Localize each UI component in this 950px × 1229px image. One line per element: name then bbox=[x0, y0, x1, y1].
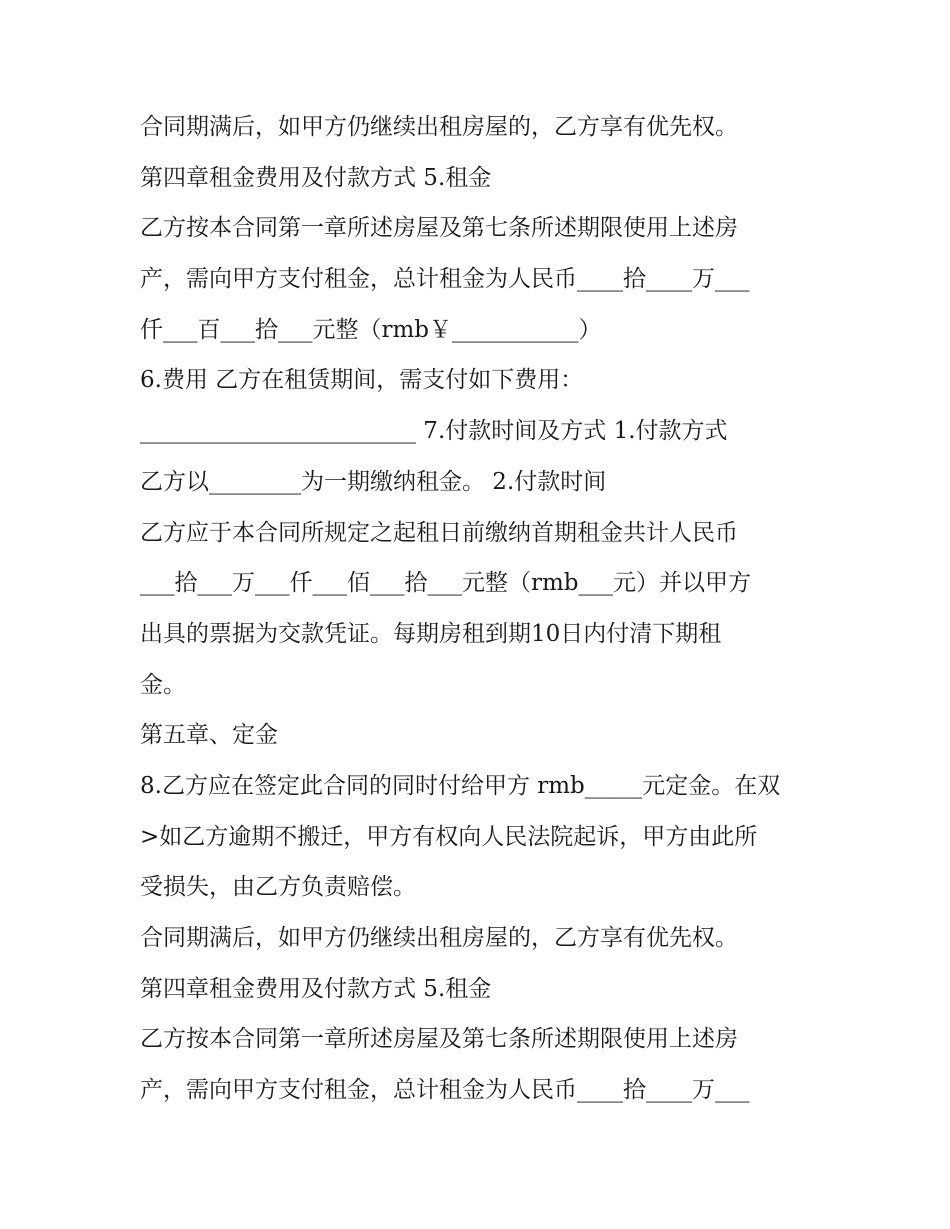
chapter-heading: 第四章租金费用及付款方式 5.租金 bbox=[140, 164, 492, 191]
paragraph-line: 8.乙方应在签定此合同的同时付给甲方 rmb_____元定金。在双 bbox=[140, 772, 781, 799]
paragraph-line: 产，需向甲方支付租金，总计租金为人民币____拾____万___ bbox=[140, 1077, 750, 1104]
paragraph-line: 仟___百___拾___元整（rmb￥___________） bbox=[140, 316, 602, 343]
paragraph-line: 受损失，由乙方负责赔偿。 bbox=[140, 874, 416, 901]
paragraph-line: 乙方应于本合同所规定之起租日前缴纳首期租金共计人民币 bbox=[140, 519, 738, 546]
paragraph-line: 乙方以________为一期缴纳租金。 2.付款时间 bbox=[140, 468, 607, 495]
paragraph-line: ___拾___万___仟___佰___拾___元整（rmb___元）并以甲方 bbox=[140, 570, 752, 597]
paragraph-line: 合同期满后，如甲方仍继续出租房屋的，乙方享有优先权。 bbox=[140, 925, 738, 951]
paragraph-line: >如乙方逾期不搬迁，甲方有权向人民法院起诉，甲方由此所 bbox=[140, 823, 758, 850]
paragraph-line: 金。 bbox=[140, 671, 186, 698]
paragraph-line: 乙方按本合同第一章所述房屋及第七条所述期限使用上述房 bbox=[140, 215, 738, 242]
paragraph-line: 乙方按本合同第一章所述房屋及第七条所述期限使用上述房 bbox=[140, 1026, 738, 1053]
chapter-heading: 第五章、定金 bbox=[140, 722, 278, 749]
document-body bbox=[140, 102, 830, 1116]
paragraph-line: 产，需向甲方支付租金，总计租金为人民币____拾____万___ bbox=[140, 266, 750, 293]
paragraph-line: ________________________ 7.付款时间及方式 1.付款方式 bbox=[140, 418, 728, 445]
chapter-heading: 第四章租金费用及付款方式 5.租金 bbox=[140, 975, 492, 1002]
clause-heading: 6.费用 乙方在租赁期间，需支付如下费用： bbox=[140, 367, 584, 394]
paragraph-line: 合同期满后，如甲方仍继续出租房屋的，乙方享有优先权。 bbox=[140, 114, 738, 140]
paragraph-line: 出具的票据为交款凭证。每期房租到期10日内付清下期租 bbox=[140, 620, 722, 647]
